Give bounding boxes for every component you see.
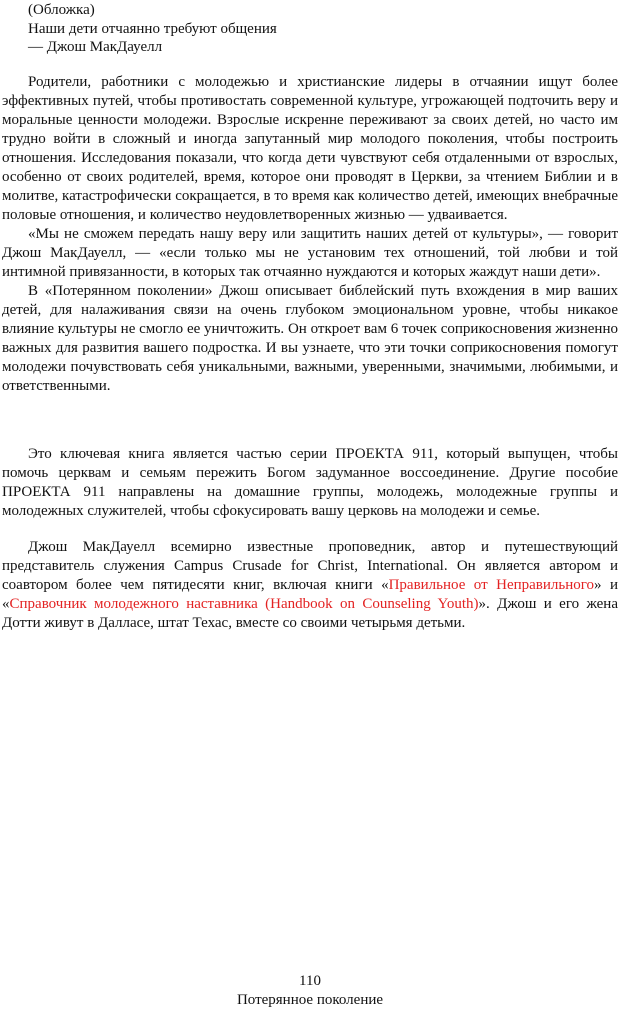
cover-tagline: Наши дети отчаянно требуют общения — [28, 20, 277, 37]
paragraph-parents: Родители, работники с молодежью и христианские лидеры в отчаянии ищут более эффективных путей, чтобы противостать современной культуре, угрожающей подточить веру и моральные ценности молодежи. Взрослые искренне переживают за своих детей, но часто им трудно войти в сложный и иногда запутанный мир молодого поколения, чтобы построить отношения. Исследования показали, что когда дети чувствуют себя отдаленными от взрослых, особенно от своих родителей, время, которое они проводят в Церкви, за чтением Библии и в молитве, катастрофически сокращается, в то время как количество детей, имеющих внебрачные половые отношения, и количество неудовлетворенных жизнью — удваивается. — [2, 74, 618, 223]
paragraph-lost-generation: В «Потерянном поколении» Джош описывает библейский путь вхождения в мир ваших детей, для налаживания связи на очень глубоком эмоциональном уровне, чтобы никакое влияние культуры не смогло ее уничтожить. Он откроет вам 6 точек соприкосновения жизненно важных для развития вашего подростка. И вы узнаете, что эти точки соприкосновения помогут молодежи почувствовать себя уникальными, важными, уверенными, значимыми, любимыми, и ответственными. — [2, 283, 618, 394]
cover-author: — Джош МакДауелл — [28, 39, 163, 56]
author-section — [2, 538, 618, 633]
page-number: 110 — [299, 973, 321, 989]
paragraph-project-911: Это ключевая книга является частью серии ПРОЕКТА 911, который выпущен, чтобы помочь церквам и семьям пережить Богом задуманное воссоединение. Другие пособие ПРОЕКТА 911 направлены на домашние группы, молодежь, молодежные группы и молодежных служителей, чтобы сфокусировать вашу церковь на молодежи и семье. — [2, 446, 618, 519]
author-bio-text-1: Джош МакДауелл всемирно известные проповедник, автор и путешествующий представитель служения Campus Crusade for Christ, International. Он является автором и соавтором более чем пятидесяти книг, включая книги « — [2, 539, 618, 593]
author-bio-text-2: » и « — [2, 577, 618, 612]
paragraph-author-bio — [2, 538, 618, 633]
project-911-section — [2, 445, 618, 521]
paragraph-quote: «Мы не сможем передать нашу веру или защитить наших детей от культуры», — говорит Джош МакДауелл, — «если только мы не установим тех отношений, той любви и той интимной привязанности, в которых так отчаянно нуждаются и которых жаждут наши дети». — [2, 226, 618, 280]
book-link-counseling-youth[interactable]: Справочник молодежного наставника (Handbook on Counseling Youth) — [9, 596, 479, 612]
cover-header — [28, 1, 277, 57]
intro-section — [2, 73, 618, 396]
running-footer-title: Потерянное поколение — [236, 992, 384, 1008]
author-bio-text-3: ». Джош и его жена Дотти живут в Далласе, штат Техас, вместе со своими четырьмя детьми. — [2, 596, 618, 631]
book-link-right-from-wrong[interactable]: Правильное от Неправильного — [388, 577, 595, 593]
cover-label: (Обложка) — [28, 2, 95, 18]
